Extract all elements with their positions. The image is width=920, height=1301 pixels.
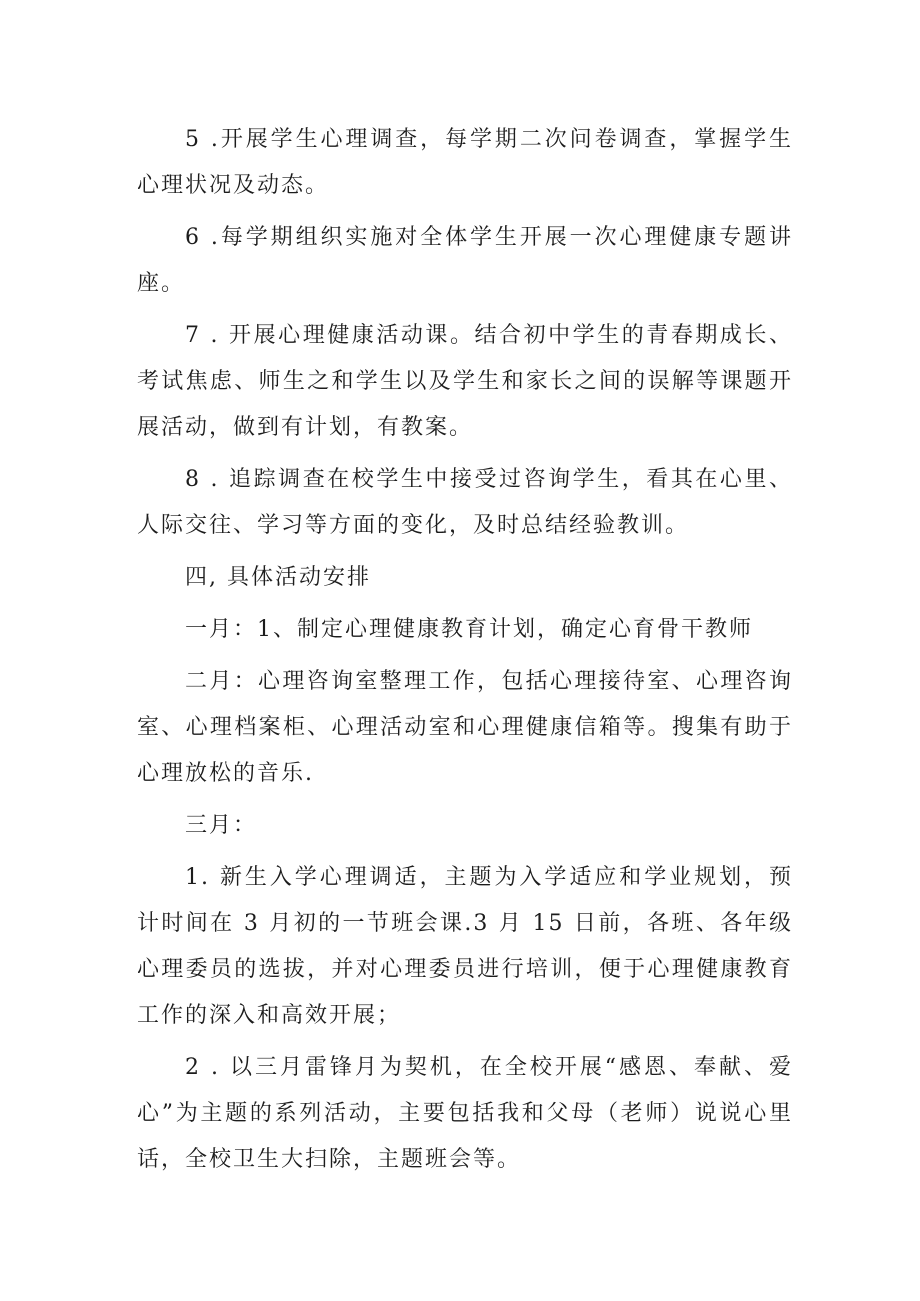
paragraph-january: 一月：1、制定心理健康教育计划，确定心育骨干教师 [185, 617, 753, 642]
paragraph-march-heading: 三月： [185, 813, 258, 838]
paragraph-item-8: 8 . 追踪调查在校学生中接受过咨询学生，看其在心里、人际交往、学习等方面的变化，及时总结经验教训。 [137, 467, 793, 538]
paragraph-item-7: 7 . 开展心理健康活动课。结合初中学生的青春期成长、考试焦虑、师生之和学生以及学生和家长之间的误解等课题开展活动，做到有计划，有教案。 [137, 323, 793, 440]
paragraph-february: 二月：心理咨询室整理工作，包括心理接待室、心理咨询室、心理档案柜、心理活动室和心理健康信箱等。搜集有助于心理放松的音乐. [137, 669, 793, 786]
paragraph-item-6: 6 .每学期组织实施对全体学生开展一次心理健康专题讲座。 [137, 225, 793, 296]
paragraph-item-5: 5 .开展学生心理调查，每学期二次问卷调查，掌握学生心理状况及动态。 [137, 127, 793, 198]
document-body [137, 117, 793, 1189]
paragraph-march-item-1: 1. 新生入学心理调适，主题为入学适应和学业规划，预计时间在 3 月初的一节班会课.3 月 15 日前，各班、各年级心理委员的选拔，并对心理委员进行培训，便于心理健康教育工作的深入和高效开展； [137, 865, 793, 1028]
section-heading-activities: 四, 具体活动安排 [185, 565, 371, 590]
paragraph-march-item-2: 2 . 以三月雷锋月为契机，在全校开展“感恩、奉献、爱心”为主题的系列活动，主要包括我和父母（老师）说说心里话，全校卫生大扫除，主题班会等。 [137, 1055, 793, 1172]
